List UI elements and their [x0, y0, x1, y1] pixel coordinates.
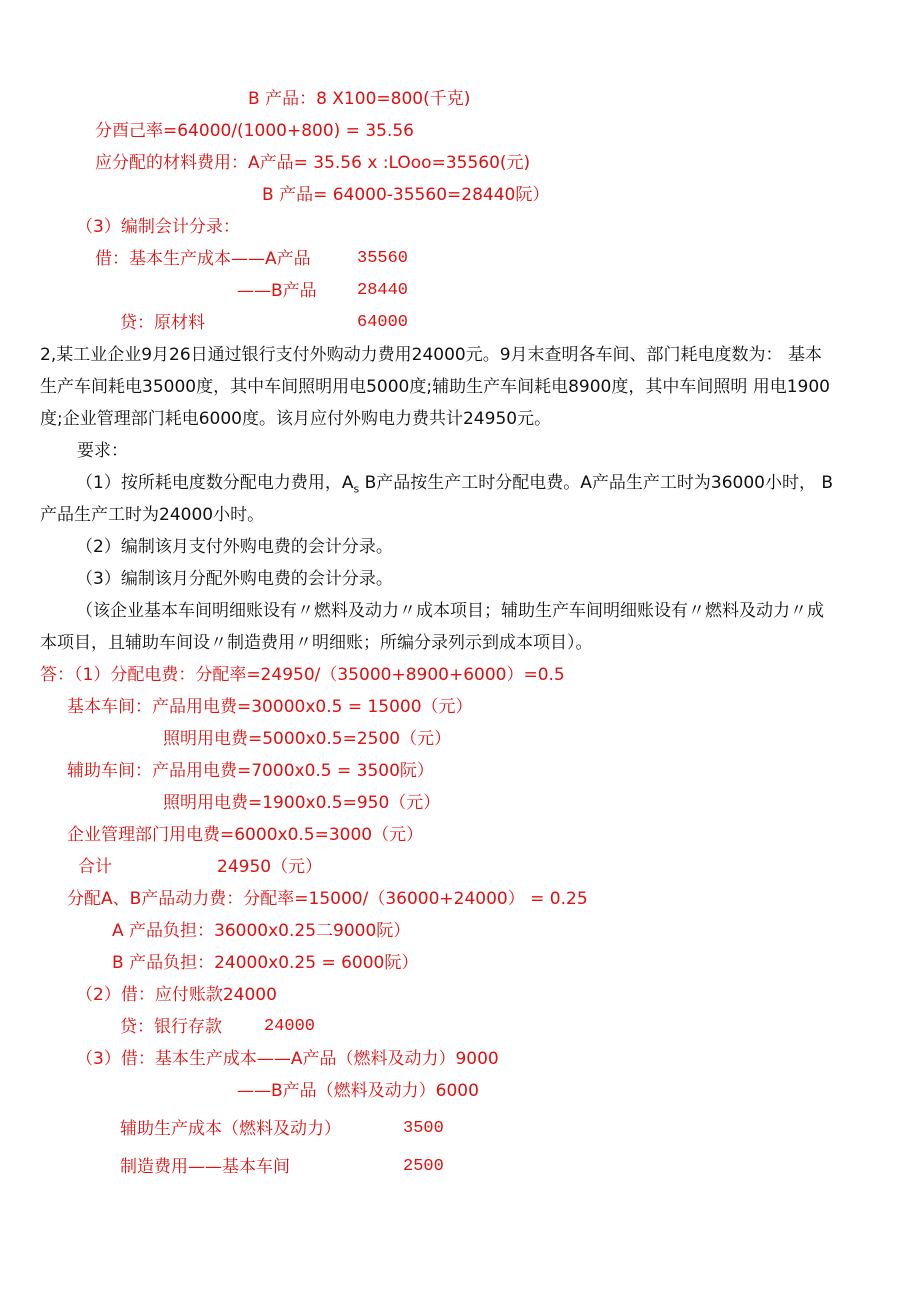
requirement-1-line-2: 产品生产工时为24000小时。 — [40, 505, 265, 525]
question-paragraph-line-1: 2,某工业企业9月26日通过银行支付外购动力费用24000元。9月末查明各车间、部门耗电度数为： 基本 — [40, 345, 822, 365]
answer-b-product-share: B 产品负担：24000x0.25 = 6000阮） — [112, 953, 419, 973]
answer-a-product-share: A 产品负担：36000x0.25二9000阮） — [112, 921, 411, 941]
answer-allocation-rate: 答：（1）分配电费：分配率=24950/（35000+8900+6000）=0.5 — [40, 665, 565, 685]
answer-total-value: 24950（元） — [217, 857, 323, 877]
answer-entry-3-debit-b: ——B产品（燃料及动力）6000 — [237, 1081, 479, 1101]
calc-allocation-rate: 分酉己率=64000/(1000+800) = 35.56 — [95, 121, 414, 141]
requirement-1-text-a: （1）按所耗电度数分配电力费用，A — [76, 473, 354, 493]
calc-a-product-material-cost: 应分配的材料费用：A产品= 35.56 x :LOoo=35560(元) — [95, 153, 531, 173]
answer-entry-3-overhead-amount: 2500 — [403, 1157, 444, 1176]
step-3-heading: （3）编制会计分录： — [76, 217, 240, 237]
answer-entry-3-debit-a: （3）借：基本生产成本——A产品（燃料及动力）9000 — [76, 1049, 499, 1069]
answer-entry-3-overhead-label: 制造费用——基本车间 — [120, 1157, 290, 1177]
answer-entry-3-auxiliary-amount: 3500 — [403, 1119, 444, 1138]
entry-credit-amount: 64000 — [357, 313, 409, 332]
entry-debit-b-amount: 28440 — [357, 281, 409, 300]
answer-auxiliary-workshop-lighting: 照明用电费=1900x0.5=950（元） — [163, 793, 441, 813]
requirement-1-line-1 — [76, 472, 833, 500]
answer-basic-workshop-product: 基本车间：产品用电费=30000x0.5 = 15000（元） — [67, 697, 473, 717]
answer-total-label: 合计 — [78, 857, 112, 877]
note-line-1: （该企业基本车间明细账设有〃燃料及动力〃成本项目；辅助生产车间明细账设有〃燃料及动力〃成 — [76, 601, 824, 621]
answer-entry-2-credit-amount: 24000 — [264, 1017, 316, 1036]
requirement-1-text-b: B产品按生产工时分配电费。A产品生产工时为36000小时， B — [359, 473, 834, 493]
answer-management-department: 企业管理部门用电费=6000x0.5=3000（元） — [67, 825, 424, 845]
requirement-3: （3）编制该月分配外购电费的会计分录。 — [76, 569, 393, 589]
question-paragraph-line-2: 生产车间耗电35000度，其中车间照明用电5000度;辅助生产车间耗电8900度，其中车间照明 用电1900 — [40, 377, 831, 397]
calc-b-product-material: B 产品：8 X100=800(千克) — [248, 89, 471, 109]
answer-power-allocation-rate: 分配A、B产品动力费：分配率=15000/（36000+24000） = 0.25 — [67, 889, 588, 909]
requirement-2: （2）编制该月支付外购电费的会计分录。 — [76, 537, 393, 557]
note-line-2: 本项目，且辅助车间设〃制造费用〃明细账；所编分录列示到成本项目）。 — [40, 633, 593, 653]
entry-debit-b-label: ——B产品 — [237, 281, 317, 301]
entry-debit-a-amount: 35560 — [357, 249, 409, 268]
answer-entry-2-credit-label: 贷：银行存款 — [120, 1017, 222, 1037]
calc-b-product-material-cost: B 产品= 64000-35560=28440阮） — [262, 185, 550, 205]
question-paragraph-line-3: 度;企业管理部门耗电6000度。该月应付外购电力费共计24950元。 — [40, 409, 552, 429]
requirement-1-subscript: s — [353, 482, 360, 496]
entry-debit-a-label: 借：基本生产成本——A产品 — [95, 249, 311, 269]
entry-credit-label: 贷：原材料 — [120, 313, 205, 333]
answer-entry-2-debit: （2）借：应付账款24000 — [76, 985, 277, 1005]
requirements-heading: 要求： — [77, 441, 128, 461]
answer-auxiliary-workshop-product: 辅助车间：产品用电费=7000x0.5 = 3500阮） — [67, 761, 434, 781]
answer-entry-3-auxiliary-label: 辅助生产成本（燃料及动力） — [120, 1119, 341, 1139]
answer-basic-workshop-lighting: 照明用电费=5000x0.5=2500（元） — [163, 729, 452, 749]
